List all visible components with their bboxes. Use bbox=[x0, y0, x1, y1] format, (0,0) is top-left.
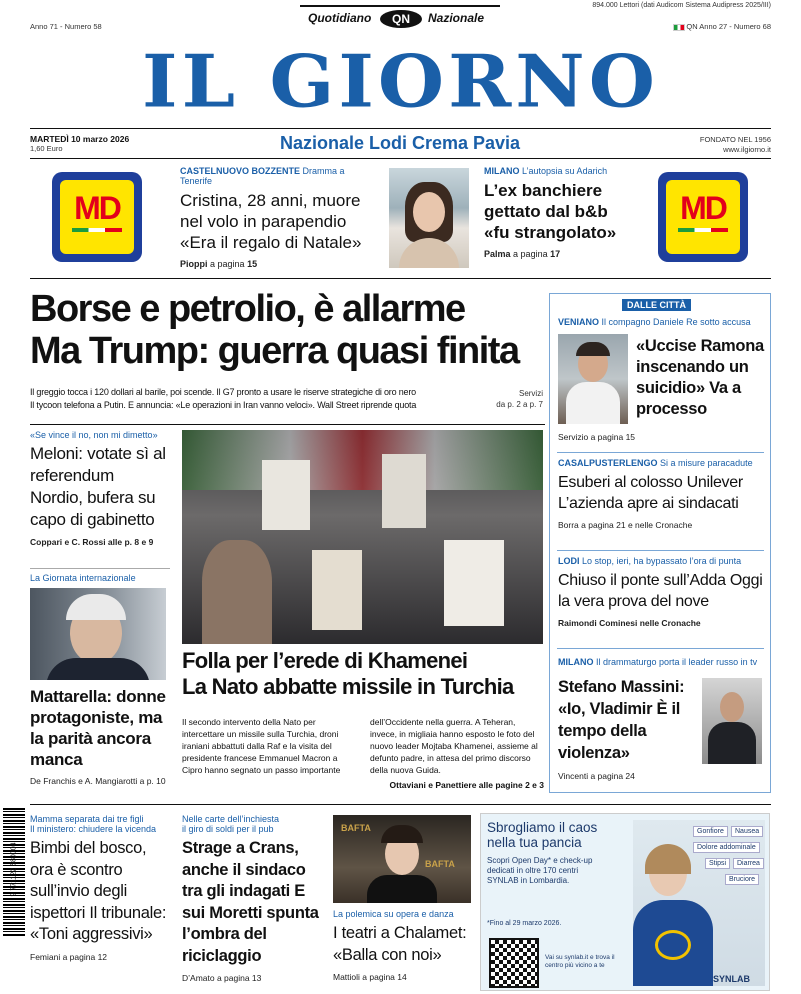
tagline-right: Nazionale bbox=[428, 11, 485, 25]
photo-poster bbox=[382, 454, 426, 528]
story-chalamet[interactable] bbox=[333, 909, 473, 982]
khamenei-body-left: Il secondo intervento della Nato per intercettare un missile sulla Turchia, droni iraniani abbattuti dalla Raf e la visita del presidente francese Emmanuel Macron a Cipro hanno segnato un passo importante bbox=[182, 717, 341, 775]
story-headline: Cristina, 28 anni, muore nel volo in parapendio «Era il regalo di Natale» bbox=[180, 191, 362, 252]
credit-page: 15 bbox=[247, 259, 258, 269]
photo-daniele-re bbox=[558, 334, 628, 424]
md-sponsor-logo-left[interactable] bbox=[52, 172, 142, 262]
story-headline: I teatri a Chalamet: «Balla con noi» bbox=[333, 924, 467, 964]
dalle-citta-label: DALLE CITTÀ bbox=[622, 299, 691, 311]
issue-number-left: Anno 71 - Numero 58 bbox=[30, 22, 102, 31]
story-credit: Raimondi Cominesi nelle Cronache bbox=[558, 618, 701, 628]
photo-khamenei-crowd bbox=[182, 430, 543, 644]
city-headline-milano: Stefano Massini: «Io, Vladimir È il tempo della violenza» bbox=[558, 678, 685, 762]
story-credit: Borra a pagina 21 e nelle Cronache bbox=[558, 520, 693, 530]
story-headline: Strage a Crans, anche il sindaco tra gli indagati E sui Moretti spunta l’ombra del riciclaggio bbox=[182, 839, 319, 965]
story-credit: De Franchis e A. Mangiarotti a p. 10 bbox=[30, 776, 166, 786]
newspaper-title: IL GIORNO bbox=[142, 39, 659, 124]
city-story-lodi[interactable] bbox=[558, 556, 768, 628]
city-story-casalpusterlengo[interactable] bbox=[558, 458, 768, 530]
story-kicker-2: Il ministero: chiudere la vicenda bbox=[30, 824, 157, 834]
divider bbox=[557, 648, 764, 649]
qr-caption: Vai su synlab.it e trova il centro più vicino a te bbox=[545, 954, 615, 969]
story-headline: L’ex banchiere gettato dal b&b «fu strangolato» bbox=[484, 181, 617, 242]
story-credit: Coppari e C. Rossi alle p. 8 e 9 bbox=[30, 537, 154, 547]
story-kicker: La polemica su opera e danza bbox=[333, 909, 454, 919]
ad-tag: Nausea bbox=[731, 826, 763, 837]
mattarella-kicker: La Giornata internazionale bbox=[30, 573, 136, 583]
photo-suit bbox=[46, 658, 150, 680]
synlab-logo: SYNLAB bbox=[713, 974, 751, 984]
photo-shirt bbox=[566, 382, 620, 424]
barcode-number: 9 771122 580004 bbox=[10, 842, 18, 897]
photo-shoulders bbox=[399, 238, 459, 268]
qn-logo: QN bbox=[380, 10, 422, 28]
story-kicker-2: il giro di soldi per il pub bbox=[182, 824, 274, 834]
kicker-place: MILANO bbox=[484, 166, 520, 176]
khamenei-headline-1: Folla per l’erede di Khamenei bbox=[182, 648, 468, 673]
khamenei-headline-2: La Nato abbatte missile in Turchia bbox=[182, 674, 514, 699]
synlab-ad[interactable] bbox=[480, 813, 770, 991]
kicker-sub: L’autopsia su Adarich bbox=[522, 166, 608, 176]
readers-count: 894.000 Lettori (dati Audicom Sistema Audipress 2025/III) bbox=[592, 2, 771, 9]
photo-hair bbox=[381, 825, 423, 843]
story-kicker: «Se vince il no, non mi dimetto» bbox=[30, 430, 158, 440]
credit-text: a pagina bbox=[513, 249, 548, 259]
story-kicker bbox=[558, 657, 768, 667]
story-khamenei[interactable] bbox=[182, 648, 543, 700]
ad-tag: Dolore addominale bbox=[693, 842, 760, 853]
credit-author: Pioppi bbox=[180, 259, 208, 269]
kicker-place: LODI bbox=[558, 556, 580, 566]
city-credit-milano: Vincenti a pagina 24 bbox=[558, 771, 635, 781]
lead-summary bbox=[30, 386, 490, 412]
kicker-place: VENIANO bbox=[558, 317, 600, 327]
city-story-milano[interactable] bbox=[558, 657, 768, 667]
ad-tag: Gonfiore bbox=[693, 826, 728, 837]
story-kicker: Nelle carte dell’inchiesta bbox=[182, 814, 280, 824]
services-pages: da p. 2 a p. 7 bbox=[496, 400, 543, 409]
story-kicker bbox=[558, 317, 768, 327]
md-logo-flag bbox=[678, 228, 728, 232]
lead-services bbox=[490, 388, 543, 410]
story-credit bbox=[180, 259, 376, 269]
kicker-sub: Il drammaturgo porta il leader russo in tv bbox=[596, 657, 758, 667]
city-credit-veniano: Servizio a pagina 15 bbox=[558, 432, 636, 442]
story-kicker: Mamma separata dai tre figli bbox=[30, 814, 144, 824]
kicker-sub: Si a misure paracadute bbox=[660, 458, 753, 468]
kicker-place: CASTELNUOVO BOZZENTE bbox=[180, 166, 301, 176]
kicker-place: MILANO bbox=[558, 657, 594, 667]
story-headline: Esuberi al colosso Unilever L’azienda apre ai sindacati bbox=[558, 474, 743, 512]
ad-tag: Diarrea bbox=[733, 858, 764, 869]
photo-poster bbox=[444, 540, 504, 626]
credit-author: Palma bbox=[484, 249, 511, 259]
story-headline: Mattarella: donne protagoniste, ma la parità ancora manca bbox=[30, 687, 166, 769]
edition-name: Nazionale Lodi Crema Pavia bbox=[279, 133, 521, 153]
photo-face bbox=[720, 692, 744, 722]
md-logo-text: MD bbox=[680, 190, 726, 226]
credit-text: a pagina bbox=[210, 259, 245, 269]
kicker-place: CASALPUSTERLENGO bbox=[558, 458, 658, 468]
tagline-left: Quotidiano bbox=[308, 11, 372, 25]
ad-body: Scopri Open Day* e check-up dedicati in oltre 170 centri SYNLAB in Lombardia. bbox=[487, 856, 593, 885]
lead-headline-2: Ma Trump: guerra quasi finita bbox=[30, 330, 519, 372]
story-credit: Mattioli a pagina 14 bbox=[333, 972, 407, 982]
lead-headline-1: Borse e petrolio, è allarme bbox=[30, 288, 465, 330]
khamenei-body-right: dell’Occidente nella guerra. A Teheran, invece, in migliaia hanno esposto le foto del nuovo leader Mojtaba Khamenei, assieme al defunto padre, in attesa del primo discorso della nuova Guida. bbox=[370, 717, 538, 775]
kicker-sub: Dramma a Tenerife bbox=[180, 166, 345, 186]
khamenei-credit: Ottaviani e Panettiere alle pagine 2 e 3 bbox=[389, 780, 544, 790]
md-logo-flag bbox=[72, 228, 122, 232]
photo-flags bbox=[182, 430, 543, 490]
photo-suit bbox=[367, 875, 437, 903]
story-headline: Meloni: votate sì al referendum Nordio, bufera su capo di gabinetto bbox=[30, 444, 166, 529]
story-kicker bbox=[558, 556, 768, 566]
top-story-tenerife[interactable] bbox=[180, 166, 376, 269]
photo-jacket bbox=[708, 722, 756, 764]
photo-text: BAFTA bbox=[341, 823, 371, 833]
ad-headline: Sbrogliamo il caos nella tua pancia bbox=[487, 820, 598, 850]
kicker-sub: Lo stop, ieri, ha bypassato l’ora di punta bbox=[582, 556, 742, 566]
tangle-icon bbox=[655, 930, 691, 960]
lead-summary-1: Il greggio tocca i 120 dollari al barile, poi scende. Il G7 pronto a usare le riserve strategiche di oro nero bbox=[30, 387, 416, 397]
lead-summary-2: Il tycoon telefona a Putin. E annuncia: «Le operazioni in Iran vanno veloci». Wall Street riprende quota bbox=[30, 400, 417, 410]
divider bbox=[557, 452, 764, 453]
qr-code[interactable] bbox=[489, 938, 539, 988]
story-headline: Chiuso il ponte sull’Adda Oggi la vera prova del nove bbox=[558, 572, 763, 610]
story-crans[interactable] bbox=[182, 814, 322, 983]
photo-hair bbox=[66, 594, 126, 620]
story-credit: D’Amato a pagina 13 bbox=[182, 973, 262, 983]
masthead-rule bbox=[30, 128, 771, 129]
story-mattarella[interactable] bbox=[30, 686, 170, 786]
story-meloni[interactable] bbox=[30, 430, 170, 547]
photo-chalamet bbox=[333, 815, 471, 903]
divider bbox=[30, 568, 170, 569]
story-kicker bbox=[484, 166, 624, 176]
top-story-banchiere[interactable] bbox=[484, 166, 624, 259]
issue-price: 1,60 Euro bbox=[30, 144, 63, 153]
photo-face-front bbox=[413, 192, 445, 232]
services-label: Servizi bbox=[518, 389, 543, 398]
photo-massini bbox=[702, 678, 762, 764]
photo-hair bbox=[576, 342, 610, 356]
photo-cristina bbox=[389, 168, 469, 268]
lead-story[interactable] bbox=[30, 288, 545, 372]
ad-tag: Bruciore bbox=[725, 874, 759, 885]
md-sponsor-logo-right[interactable] bbox=[658, 172, 748, 262]
divider bbox=[557, 550, 764, 551]
section-rule bbox=[30, 278, 771, 279]
city-headline-veniano: «Uccise Ramona inscenando un suicidio» Va a processo bbox=[636, 337, 764, 418]
tagline-box bbox=[300, 5, 500, 31]
photo-poster bbox=[262, 460, 310, 530]
md-logo-text: MD bbox=[74, 190, 120, 226]
issue-number-right: QN Anno 27 - Numero 68 bbox=[686, 22, 771, 31]
story-kicker bbox=[558, 458, 768, 468]
photo-people bbox=[202, 540, 272, 644]
city-story-veniano[interactable] bbox=[558, 317, 768, 327]
founded-year: FONDATO NEL 1956 bbox=[699, 135, 771, 144]
photo-hair bbox=[645, 844, 691, 874]
lead-rule bbox=[30, 424, 545, 425]
story-headline: Bimbi del bosco, ora è scontro sull’invio degli ispettori Il tribunale: «Toni aggressivi» bbox=[30, 839, 167, 943]
story-kicker bbox=[180, 166, 376, 186]
ad-tag: Stipsi bbox=[705, 858, 730, 869]
credit-page: 17 bbox=[550, 249, 561, 259]
issue-date: MARTEDÌ 10 marzo 2026 bbox=[30, 134, 130, 144]
photo-poster bbox=[312, 550, 362, 630]
masthead-rule-2 bbox=[30, 158, 771, 159]
section-rule bbox=[30, 804, 771, 805]
website: www.ilgiorno.it bbox=[723, 145, 771, 154]
story-credit bbox=[484, 249, 624, 259]
story-bimbi-bosco[interactable] bbox=[30, 814, 170, 962]
story-credit: Femiani a pagina 12 bbox=[30, 951, 108, 962]
photo-mattarella bbox=[30, 588, 166, 680]
kicker-sub: Il compagno Daniele Re sotto accusa bbox=[601, 317, 751, 327]
photo-text: BAFTA bbox=[425, 859, 455, 869]
ad-note: *Fino al 29 marzo 2026. bbox=[487, 920, 562, 927]
italy-flag-icon bbox=[673, 24, 685, 31]
